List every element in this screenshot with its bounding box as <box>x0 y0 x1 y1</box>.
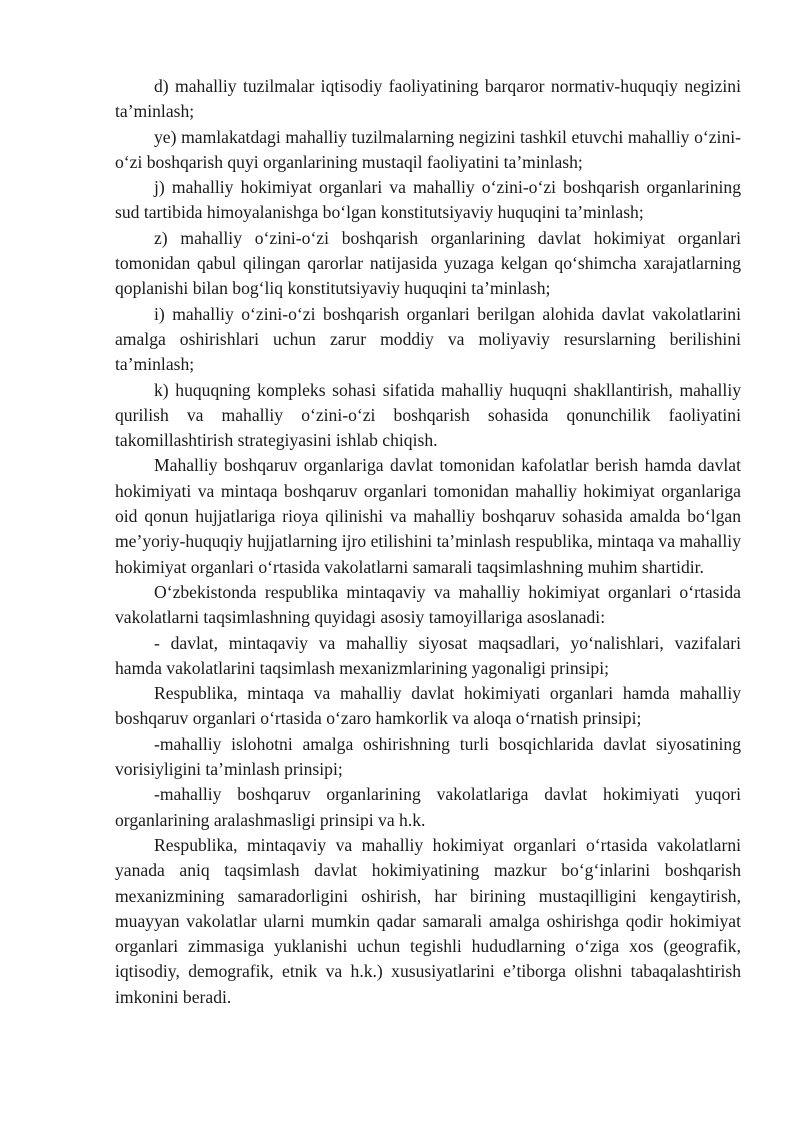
paragraph-item-ye: ye) mamlakatdagi mahalliy tuzilmalarning negizini tashkil etuvchi mahalliy o‘zini-o‘zi boshqarish quyi organlarining mustaqil faoliyatini ta’minlash; <box>115 126 741 172</box>
paragraph-principle-non-interference: -mahalliy boshqaruv organlarining vakolatlariga davlat hokimiyati yuqori organlarining aralashmasligi prinsipi va h.k. <box>115 784 741 830</box>
paragraph-principles-intro: O‘zbekistonda respublika mintaqaviy va mahalliy hokimiyat organlari o‘rtasida vakolatlarni taqsimlashning quyidagi asosiy tamoyillariga asoslanadi: <box>115 581 741 628</box>
document-page <box>115 74 741 1010</box>
paragraph-principle-cooperation: Respublika, mintaqa va mahalliy davlat hokimiyati organlari hamda mahalliy boshqaruv organlari o‘rtasida o‘zaro hamkorlik va aloqa o‘rnatish prinsipi; <box>115 683 741 729</box>
paragraph-item-k: k) huquqning kompleks sohasi sifatida mahalliy huquqni shakllantirish, mahalliy qurilish va mahalliy o‘zini-o‘zi boshqarish sohasida qonunchilik faoliyatini takomillashtirish strategiyasini ishlab chiqish. <box>115 379 741 451</box>
paragraph-guarantees: Mahalliy boshqaruv organlariga davlat tomonidan kafolatlar berish hamda davlat hokimiyati va mintaqa boshqaruv organlari tomonidan mahalliy hokimiyat organlariga oid qonun hujjatlariga rioya qilinishi va mahalliy boshqaruv sohasida amalda bo‘lgan me’yoriy-huquqiy hujjatlarning ijro etilishini ta’minlash respublika, mintaqa va mahalliy hokimiyat organlari o‘rtasida vakolatlarni samarali taqsimlashning muhim shartidir. <box>115 455 741 577</box>
paragraph-item-z: z) mahalliy o‘zini-o‘zi boshqarish organlarining davlat hokimiyat organlari tomonidan qabul qilingan qarorlar natijasida yuzaga kelgan qo‘shimcha xarajatlarning qoplanishi bilan bog‘liq konstitutsiyaviy huquqini ta’minlash; <box>115 227 741 299</box>
paragraph-principle-unity: - davlat, mintaqaviy va mahalliy siyosat maqsadlari, yo‘nalishlari, vazifalari hamda vakolatlarini taqsimlash mexanizmlarining yagonaligi prinsipi; <box>115 632 741 678</box>
paragraph-principle-continuity: -mahalliy islohotni amalga oshirishning turli bosqichlarida davlat siyosatining vorisiyligini ta’minlash prinsipi; <box>115 733 741 780</box>
paragraph-conclusion: Respublika, mintaqaviy va mahalliy hokimiyat organlari o‘rtasida vakolatlarni yanada aniq taqsimlash davlat hokimiyatining mazkur bo‘g‘inlarini boshqarish mexanizmining samaradorligini oshirish, har birining mustaqilligini kengaytirish, muayyan vakolatlar ularni mumkin qadar samarali amalga oshirishga qodir hokimiyat organlari zimmasiga yuklanishi uchun tegishli hududlarning o‘ziga xos (geografik, iqtisodiy, demografik, etnik va h.k.) xususiyatlarini e’tiborga olishni tabaqalashtirish imkonini beradi. <box>115 834 741 1007</box>
paragraph-item-j: j) mahalliy hokimiyat organlari va mahalliy o‘zini-o‘zi boshqarish organlarining sud tartibida himoyalanishga bo‘lgan konstitutsiyaviy huquqini ta’minlash; <box>115 177 741 223</box>
paragraph-item-d: d) mahalliy tuzilmalar iqtisodiy faoliyatining barqaror normativ-huquqiy negizini ta’minlash; <box>115 76 741 122</box>
paragraph-item-i: i) mahalliy o‘zini-o‘zi boshqarish organlari berilgan alohida davlat vakolatlarini amalga oshirishlari uchun zarur moddiy va moliyaviy resurslarning berilishini ta’minlash; <box>115 303 741 375</box>
